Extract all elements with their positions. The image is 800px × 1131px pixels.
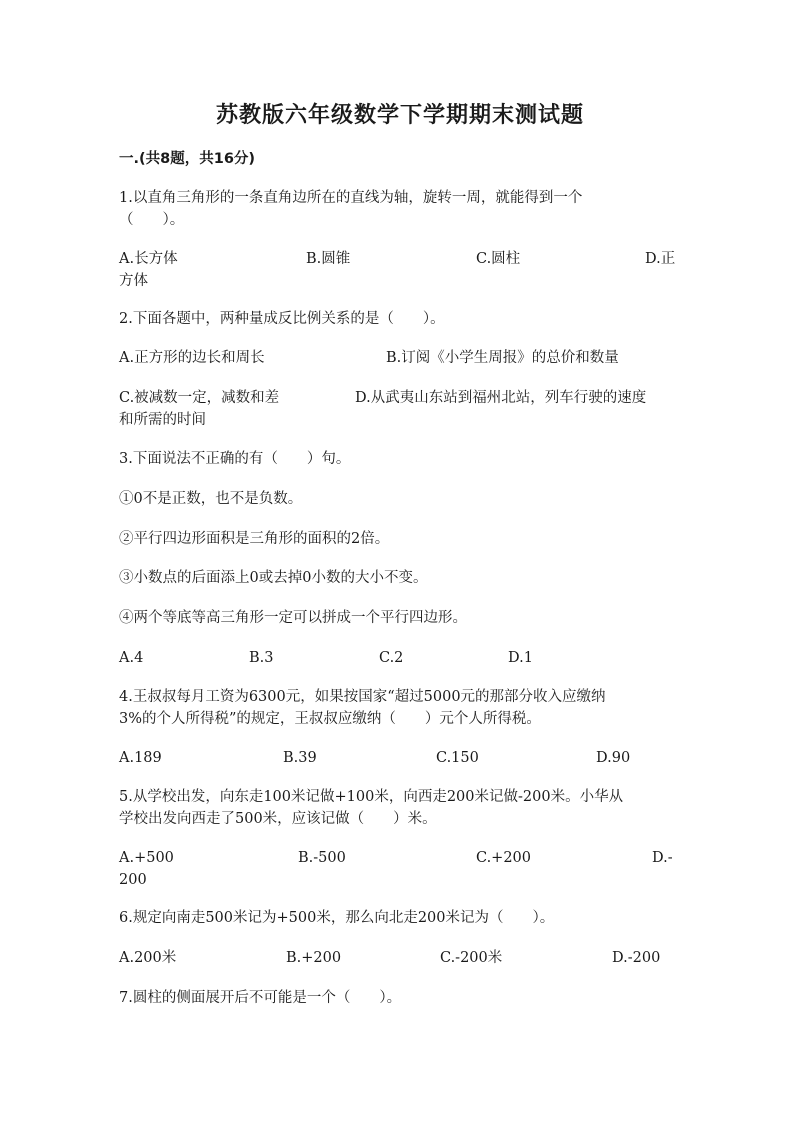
question-6-option-d: D.-200 [612, 950, 661, 966]
question-2-option-b: B.订阅《小学生周报》的总价和数量 [386, 350, 619, 366]
question-3-option-d: D.1 [508, 650, 533, 666]
question-6-option-a: A.200米 [119, 950, 177, 966]
question-5-option-c: C.+200 [476, 850, 532, 866]
question-2-option-c: C.被减数一定，减数和差 [119, 390, 280, 406]
question-6-stem: 6.规定向南走500米记为+500米，那么向北走200米记为（ ）。 [119, 910, 555, 926]
question-5-option-b: B.-500 [298, 850, 346, 866]
question-5-stem-line-1: 5.从学校出发，向东走100米记做+100米，向西走200米记做-200米。小华从 [119, 789, 624, 805]
question-4-option-b: B.39 [283, 750, 317, 766]
question-3-option-a: A.4 [119, 650, 144, 666]
question-4-option-c: C.150 [436, 750, 479, 766]
question-6-option-b: B.+200 [286, 950, 342, 966]
question-1-option-a: A.长方体 [119, 251, 178, 267]
question-5-option-d: D.- [652, 850, 673, 866]
question-7-stem: 7.圆柱的侧面展开后不可能是一个（ ）。 [119, 990, 402, 1006]
question-3-statement-2: ②平行四边形面积是三角形的面积的2倍。 [119, 531, 390, 547]
section-heading: 一.(共8题，共16分) [119, 151, 256, 167]
question-1-stem-line-2: （ ）。 [119, 212, 185, 228]
question-4-option-d: D.90 [596, 750, 631, 766]
question-5-stem-line-2: 学校出发向西走了500米，应该记做（ ）米。 [119, 811, 437, 827]
question-3-statement-4: ④两个等底等高三角形一定可以拼成一个平行四边形。 [119, 610, 467, 626]
question-6-option-c: C.-200米 [440, 950, 503, 966]
question-4-stem-line-1: 4.王叔叔每月工资为6300元，如果按国家“超过5000元的那部分收入应缴纳 [119, 689, 606, 705]
question-3-statement-1: ①0不是正数，也不是负数。 [119, 491, 303, 507]
question-2-option-d: D.从武夷山东站到福州北站，列车行驶的速度 [355, 390, 647, 406]
question-5-option-a: A.+500 [119, 850, 174, 866]
question-5-option-d-wrap: 200 [119, 872, 147, 888]
question-2-stem: 2.下面各题中，两种量成反比例关系的是（ ）。 [119, 311, 445, 327]
question-3-option-c: C.2 [379, 650, 404, 666]
question-1-option-c: C.圆柱 [476, 251, 521, 267]
question-2-option-d-wrap: 和所需的时间 [119, 412, 206, 428]
question-1-option-d: D.正 [645, 251, 676, 267]
question-3-option-b: B.3 [249, 650, 274, 666]
question-4-option-a: A.189 [119, 750, 162, 766]
question-1-option-b: B.圆锥 [306, 251, 351, 267]
question-3-statement-3: ③小数点的后面添上0或去掉0小数的大小不变。 [119, 570, 428, 586]
page-title: 苏教版六年级数学下学期期末测试题 [215, 103, 584, 128]
question-2-option-a: A.正方形的边长和周长 [119, 350, 265, 366]
question-3-stem: 3.下面说法不正确的有（ ）句。 [119, 451, 351, 467]
question-1-option-d-wrap: 方体 [119, 273, 148, 289]
question-1-stem-line-1: 1.以直角三角形的一条直角边所在的直线为轴，旋转一周，就能得到一个 [119, 190, 583, 206]
question-4-stem-line-2: 3%的个人所得税”的规定，王叔叔应缴纳（ ）元个人所得税。 [119, 711, 541, 727]
